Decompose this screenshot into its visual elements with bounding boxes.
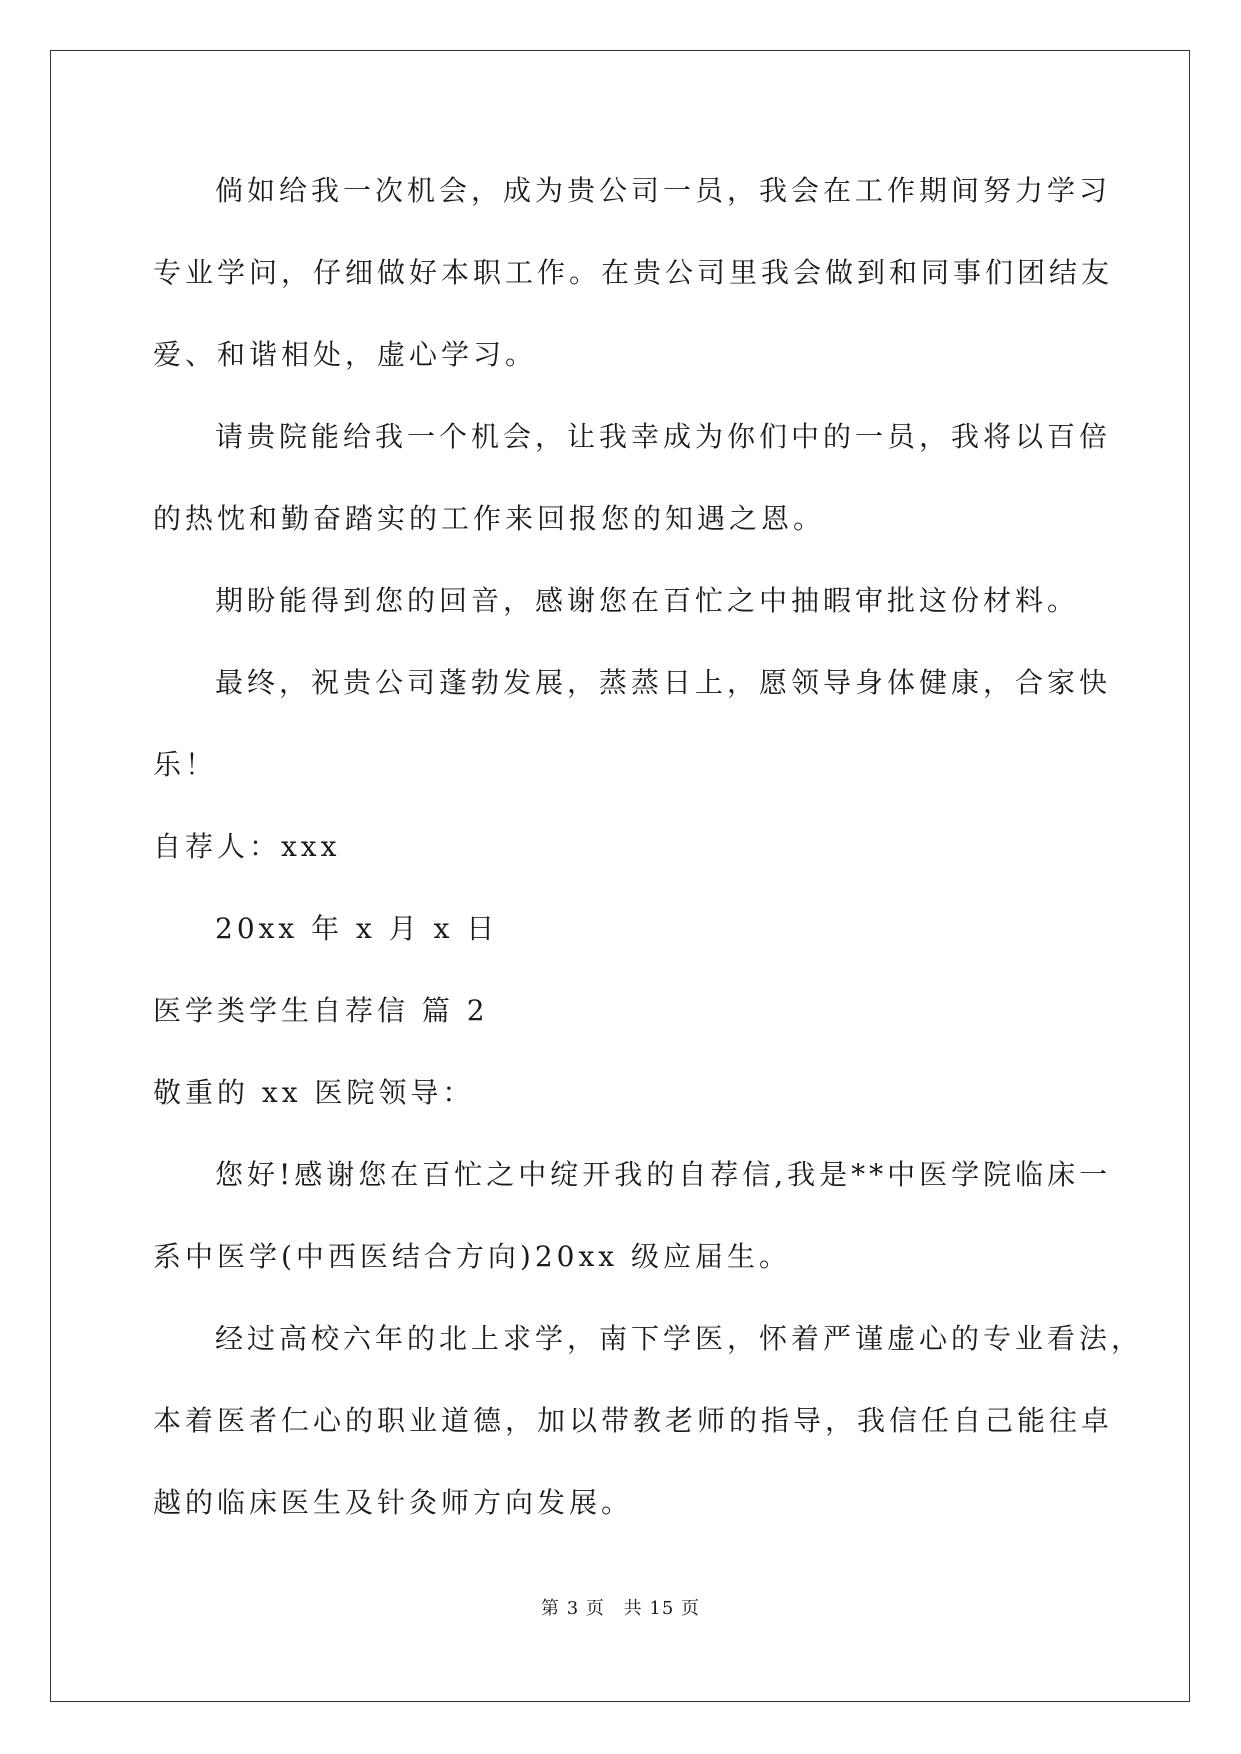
page-total: 共 15 页 — [623, 1598, 700, 1619]
date-line: 20xx 年 x 月 x 日 — [215, 912, 499, 945]
section-title: 医学类学生自荐信 篇 2 — [153, 994, 489, 1027]
paragraph-line: 系中医学(中西医结合方向)20xx 级应届生。 — [153, 1240, 791, 1273]
paragraph-line: 的热忱和勤奋踏实的工作来回报您的知遇之恩。 — [153, 502, 826, 535]
page-number: 第 3 页 — [541, 1598, 605, 1619]
paragraph-line: 请贵院能给我一个机会，让我幸成为你们中的一员，我将以百倍 — [215, 420, 1112, 453]
paragraph-line: 乐！ — [153, 748, 218, 781]
paragraph-line: 爱、和谐相处，虚心学习。 — [153, 338, 538, 371]
paragraph-line: 最终，祝贵公司蓬勃发展，蒸蒸日上，愿领导身体健康，合家快 — [215, 666, 1112, 699]
paragraph-line: 越的临床医生及针灸师方向发展。 — [153, 1486, 634, 1519]
signature-line: 自荐人：xxx — [153, 830, 341, 863]
document-body — [153, 158, 1144, 1552]
page-footer — [0, 1594, 1241, 1620]
salutation-line: 敬重的 xx 医院领导： — [153, 1076, 475, 1109]
paragraph-line: 经过高校六年的北上求学，南下学医，怀着严谨虚心的专业看法， — [215, 1322, 1144, 1355]
paragraph-line: 本着医者仁心的职业道德，加以带教老师的指导，我信任自己能往卓 — [153, 1404, 1114, 1437]
paragraph-line: 期盼能得到您的回音，感谢您在百忙之中抽暇审批这份材料。 — [215, 584, 1080, 617]
paragraph-line: 倘如给我一次机会，成为贵公司一员，我会在工作期间努力学习 — [215, 174, 1112, 207]
paragraph-line: 专业学问，仔细做好本职工作。在贵公司里我会做到和同事们团结友 — [153, 256, 1114, 289]
paragraph-line: 您好!感谢您在百忙之中绽开我的自荐信,我是**中医学院临床一 — [215, 1158, 1112, 1191]
